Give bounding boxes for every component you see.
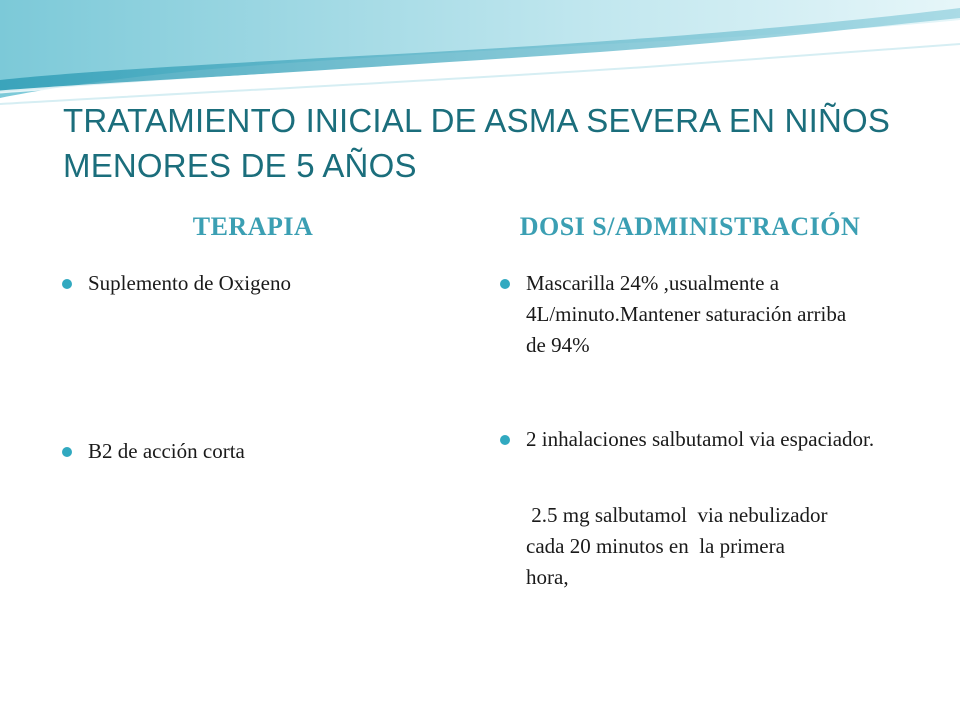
therapy-item-text: B2 de acción corta (88, 439, 245, 463)
therapy-item-text: Suplemento de Oxigeno (88, 271, 291, 295)
dosing-item-nebulizer (500, 500, 833, 593)
dosing-column-heading: DOSI S/ADMINISTRACIÓN (519, 212, 861, 241)
bullet-icon (500, 279, 510, 289)
dosing-item-text: Mascarilla 24% ,usualmente a 4L/minuto.Mantener saturación arriba de 94% (526, 271, 847, 357)
therapy-column-heading: TERAPIA (192, 212, 314, 241)
bullet-icon (62, 279, 72, 289)
bullet-icon (62, 447, 72, 457)
slide-title: TRATAMIENTO INICIAL DE ASMA SEVERA EN NIÑOS MENORES DE 5 AÑOS (63, 102, 891, 184)
dosing-item-continued-text: 2.5 mg salbutamol via nebulizador cada 20 minutos en la primera hora, (526, 503, 833, 589)
therapy-item-oxygen (62, 268, 462, 299)
dosing-item-inhalations (500, 424, 900, 455)
bullet-icon (500, 435, 510, 445)
dosing-item-mask (500, 268, 870, 361)
dosing-item-text: 2 inhalaciones salbutamol via espaciador. (526, 427, 875, 451)
therapy-item-b2 (62, 436, 462, 467)
